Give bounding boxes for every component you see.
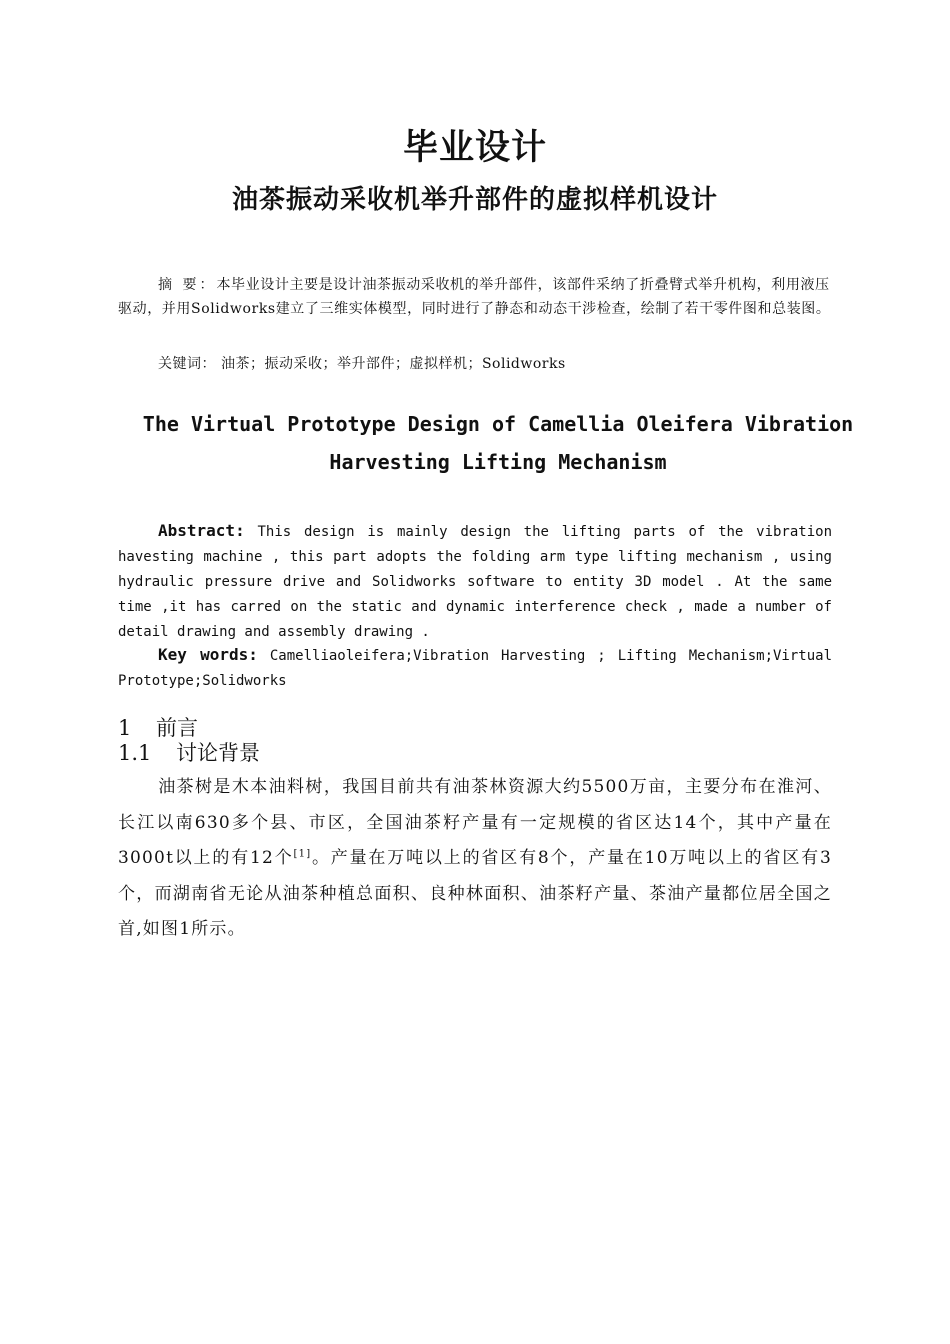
section-heading-1 <box>118 714 198 742</box>
chinese-abstract <box>118 273 832 321</box>
english-keywords <box>118 642 832 694</box>
document-subtitle: 油茶振动采收机举升部件的虚拟样机设计 <box>231 185 718 215</box>
section-title: 讨论背景 <box>176 741 260 765</box>
chinese-keywords-label: 关键词： <box>158 356 216 372</box>
body-text-part-1: 油茶树是木本油料树，我国目前共有油茶林资源大约5500万亩，主要分布在淮河、长江以南630多个县、市区，全国油茶籽产量有一定规模的省区达14个，其中产量在3000t以上的有12个 <box>118 777 832 868</box>
body-paragraph <box>118 770 832 948</box>
section-number: 1 <box>118 716 132 740</box>
english-abstract <box>118 518 832 645</box>
document-main-title: 毕业设计 <box>402 128 547 168</box>
english-abstract-text: This design is mainly design the lifting parts of the vibration havesting machine , this part adopts the folding arm type lifting mechanism , using hydraulic pressure drive and Solidworks software to entity 3D model . At the same time ,it has carred on the static and dynamic interference check , made a number of detail drawing and assembly drawing . <box>118 524 832 640</box>
english-abstract-label: Abstract: <box>158 521 245 540</box>
citation-reference[interactable]: [1] <box>293 848 312 860</box>
english-title: The Virtual Prototype Design of Camellia Oleifera Vibration Harvesting Lifting Mechanism <box>142 412 854 474</box>
chinese-abstract-text: 本毕业设计主要是设计油茶振动采收机的举升部件，该部件采纳了折叠臂式举升机构，利用液压驱动，并用Solidworks建立了三维实体模型，同时进行了静态和动态干涉检查，绘制了若干零件图和总装图。 <box>118 277 831 317</box>
english-keywords-label: Key words: <box>158 645 258 664</box>
chinese-keywords-text: 油茶；振动采收；举升部件；虚拟样机；Solidworks <box>216 356 566 372</box>
chinese-abstract-label: 摘 要： <box>158 277 217 293</box>
section-title: 前言 <box>156 716 198 740</box>
body-text-part-2: 。产量在万吨以上的省区有8个，产量在10万吨以上的省区有3个，而湖南省无论从油茶种植总面积、良种林面积、油茶籽产量、茶油产量都位居全国之首,如图1所示。 <box>118 848 832 939</box>
section-heading-1-1 <box>118 739 260 767</box>
english-keywords-text: Camelliaoleifera;Vibration Harvesting ; Lifting Mechanism;Virtual Prototype;Solidworks <box>118 648 832 689</box>
section-number: 1.1 <box>118 741 152 765</box>
chinese-keywords <box>158 352 832 376</box>
